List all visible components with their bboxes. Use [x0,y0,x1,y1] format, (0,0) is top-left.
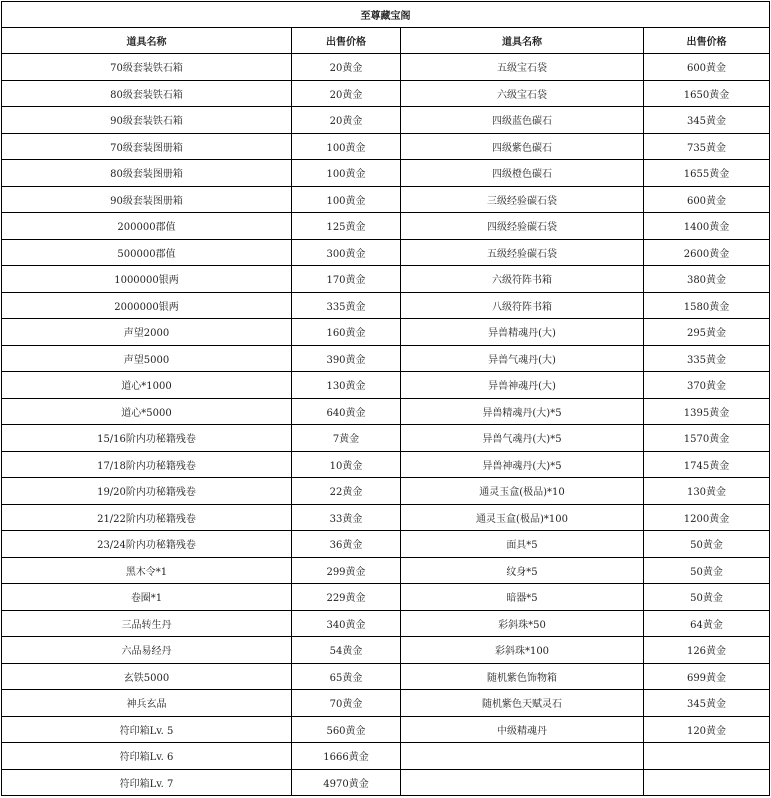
header-price-right: 出售价格 [644,28,770,54]
item-name-right: 随机紫色饰物箱 [401,663,644,690]
price-left: 640黄金 [292,398,401,425]
table-row [2,504,770,531]
item-name-left: 70级套装图册箱 [2,133,292,160]
item-name-right: 异兽气魂丹(大)*5 [401,425,644,452]
price-left: 130黄金 [292,372,401,399]
item-name-right: 通灵玉盒(极品)*10 [401,478,644,505]
item-name-left: 2000000银两 [2,292,292,319]
item-name-right: 彩斜珠*50 [401,610,644,637]
item-name-right: 异兽神魂丹(大) [401,372,644,399]
table-row [2,690,770,717]
item-name-right: 通灵玉盒(极品)*100 [401,504,644,531]
price-right: 345黄金 [644,107,770,134]
table-row [2,292,770,319]
item-name-left: 1000000银两 [2,266,292,293]
item-name-left: 200000郡值 [2,213,292,240]
price-right: 335黄金 [644,345,770,372]
item-name-left: 三品转生丹 [2,610,292,637]
item-name-right: 四级橙色碳石 [401,160,644,187]
table-row [2,160,770,187]
price-left: 10黄金 [292,451,401,478]
header-item-name-left: 道具名称 [2,28,292,54]
price-left: 7黄金 [292,425,401,452]
price-right: 735黄金 [644,133,770,160]
price-right [644,743,770,770]
price-right: 1650黄金 [644,80,770,107]
item-name-left: 90级套装图册箱 [2,186,292,213]
item-name-left: 19/20阶内功秘籍残卷 [2,478,292,505]
header-item-name-right: 道具名称 [401,28,644,54]
price-left: 100黄金 [292,186,401,213]
title-row [2,2,770,28]
table-row [2,372,770,399]
item-name-right: 三级经验碳石袋 [401,186,644,213]
item-name-right: 异兽精魂丹(大)*5 [401,398,644,425]
table-row [2,54,770,81]
price-right: 50黄金 [644,557,770,584]
table-row [2,743,770,770]
price-right: 600黄金 [644,186,770,213]
item-name-right: 面具*5 [401,531,644,558]
item-name-right: 八级符阵书箱 [401,292,644,319]
item-name-left: 80级套装图册箱 [2,160,292,187]
price-right: 380黄金 [644,266,770,293]
price-right: 126黄金 [644,637,770,664]
item-name-right: 六级符阵书箱 [401,266,644,293]
price-right: 1655黄金 [644,160,770,187]
price-right: 2600黄金 [644,239,770,266]
table-row [2,107,770,134]
table-row [2,425,770,452]
item-name-right [401,743,644,770]
price-right: 295黄金 [644,319,770,346]
price-right: 120黄金 [644,716,770,743]
item-name-left: 黑木令*1 [2,557,292,584]
table-row [2,451,770,478]
table-title: 至尊藏宝阁 [2,2,770,28]
item-name-right: 六级宝石袋 [401,80,644,107]
price-right: 50黄金 [644,531,770,558]
table-row [2,478,770,505]
item-name-left: 符印箱Lv. 7 [2,769,292,796]
price-left: 170黄金 [292,266,401,293]
price-left: 20黄金 [292,107,401,134]
price-right: 1400黄金 [644,213,770,240]
item-name-left: 500000郡值 [2,239,292,266]
item-name-left: 90级套装铁石箱 [2,107,292,134]
price-left: 65黄金 [292,663,401,690]
item-name-left: 17/18阶内功秘籍残卷 [2,451,292,478]
price-right: 1570黄金 [644,425,770,452]
price-right: 130黄金 [644,478,770,505]
item-name-left: 玄铁5000 [2,663,292,690]
price-left: 100黄金 [292,160,401,187]
table-row [2,610,770,637]
item-name-left: 六品易经丹 [2,637,292,664]
item-name-right: 异兽精魂丹(大) [401,319,644,346]
table-row [2,319,770,346]
item-name-right: 四级经验碳石袋 [401,213,644,240]
price-right: 1580黄金 [644,292,770,319]
item-name-right: 彩斜珠*100 [401,637,644,664]
price-left: 22黄金 [292,478,401,505]
item-name-left: 卷圈*1 [2,584,292,611]
price-left: 100黄金 [292,133,401,160]
item-name-left: 道心*5000 [2,398,292,425]
price-right [644,769,770,796]
item-name-left: 声望5000 [2,345,292,372]
table-row [2,133,770,160]
table-row [2,80,770,107]
table-row [2,769,770,796]
price-right: 1200黄金 [644,504,770,531]
item-name-right: 暗器*5 [401,584,644,611]
table-row [2,345,770,372]
price-right: 600黄金 [644,54,770,81]
price-left: 160黄金 [292,319,401,346]
table-row [2,584,770,611]
price-right: 1395黄金 [644,398,770,425]
table-row [2,637,770,664]
table-row [2,266,770,293]
price-left: 390黄金 [292,345,401,372]
item-name-right: 随机紫色天赋灵石 [401,690,644,717]
price-left: 560黄金 [292,716,401,743]
item-name-left: 神兵玄晶 [2,690,292,717]
table-row [2,213,770,240]
item-name-right: 纹身*5 [401,557,644,584]
item-name-left: 80级套装铁石箱 [2,80,292,107]
table-row [2,716,770,743]
price-right: 1745黄金 [644,451,770,478]
header-row [2,28,770,54]
item-name-right: 四级紫色碳石 [401,133,644,160]
price-right: 64黄金 [644,610,770,637]
price-left: 54黄金 [292,637,401,664]
price-left: 229黄金 [292,584,401,611]
table-row [2,531,770,558]
item-name-left: 道心*1000 [2,372,292,399]
table-row [2,663,770,690]
price-left: 340黄金 [292,610,401,637]
price-left: 33黄金 [292,504,401,531]
item-name-left: 符印箱Lv. 5 [2,716,292,743]
item-name-left: 15/16阶内功秘籍残卷 [2,425,292,452]
price-right: 699黄金 [644,663,770,690]
item-name-left: 70级套装铁石箱 [2,54,292,81]
table-row [2,398,770,425]
item-name-left: 声望2000 [2,319,292,346]
item-name-right: 异兽神魂丹(大)*5 [401,451,644,478]
price-left: 20黄金 [292,80,401,107]
item-name-right: 五级宝石袋 [401,54,644,81]
price-left: 70黄金 [292,690,401,717]
price-right: 370黄金 [644,372,770,399]
table-row [2,186,770,213]
item-name-right: 五级经验碳石袋 [401,239,644,266]
item-name-left: 21/22阶内功秘籍残卷 [2,504,292,531]
item-name-right [401,769,644,796]
item-name-right: 异兽气魂丹(大) [401,345,644,372]
price-left: 125黄金 [292,213,401,240]
price-right: 345黄金 [644,690,770,717]
table-row [2,557,770,584]
price-left: 36黄金 [292,531,401,558]
item-name-left: 符印箱Lv. 6 [2,743,292,770]
item-name-right: 四级蓝色碳石 [401,107,644,134]
item-name-right: 中级精魂丹 [401,716,644,743]
price-left: 20黄金 [292,54,401,81]
price-left: 4970黄金 [292,769,401,796]
item-name-left: 23/24阶内功秘籍残卷 [2,531,292,558]
price-left: 1666黄金 [292,743,401,770]
price-left: 300黄金 [292,239,401,266]
price-right: 50黄金 [644,584,770,611]
price-left: 299黄金 [292,557,401,584]
shop-price-table [1,1,770,796]
header-price-left: 出售价格 [292,28,401,54]
price-left: 335黄金 [292,292,401,319]
table-row [2,239,770,266]
